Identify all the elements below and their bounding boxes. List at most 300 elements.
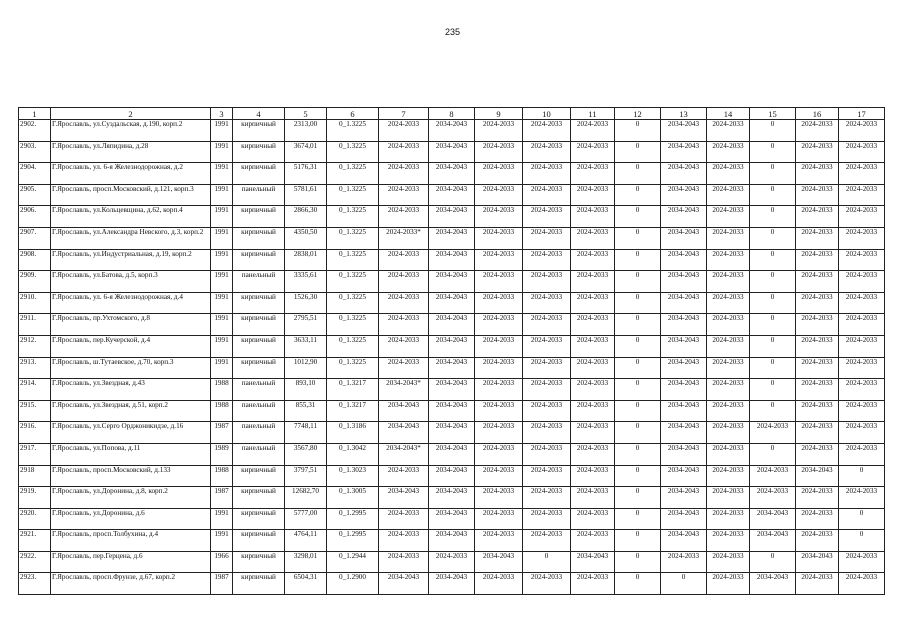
area-cell: 893,10 xyxy=(285,379,327,401)
period-cell: 2024-2033 xyxy=(523,184,571,206)
period-cell: 2034-2043 xyxy=(661,184,707,206)
period-cell: 2024-2033 xyxy=(571,443,615,465)
code-cell: 0_1.2995 xyxy=(327,530,379,552)
code-cell: 0_1.3225 xyxy=(327,120,379,142)
table-row xyxy=(19,573,885,595)
period-cell: 2034-2043 xyxy=(750,530,796,552)
period-cell: 2024-2033 xyxy=(707,573,750,595)
wall-material-cell: кирпичный xyxy=(233,530,285,552)
address-cell: Г.Ярославль, ш.Тутаевское, д.70, корп.3 xyxy=(51,357,211,379)
table-row xyxy=(19,314,885,336)
column-header: 9 xyxy=(475,108,523,120)
period-cell: 0 xyxy=(750,551,796,573)
area-cell: 5176,31 xyxy=(285,163,327,185)
period-cell: 2034-2043 xyxy=(429,487,475,509)
period-cell: 2024-2033 xyxy=(379,551,429,573)
period-cell: 2024-2033 xyxy=(707,335,750,357)
period-cell: 2034-2043 xyxy=(429,163,475,185)
period-cell: 2024-2033 xyxy=(839,400,885,422)
period-cell: 2024-2033 xyxy=(796,163,839,185)
wall-material-cell: кирпичный xyxy=(233,163,285,185)
period-cell: 0 xyxy=(750,400,796,422)
period-cell: 2024-2033 xyxy=(523,314,571,336)
period-cell: 2034-2043 xyxy=(429,400,475,422)
wall-material-cell: панельный xyxy=(233,443,285,465)
wall-material-cell: панельный xyxy=(233,271,285,293)
period-cell: 0 xyxy=(750,206,796,228)
column-header: 3 xyxy=(211,108,233,120)
address-cell: Г.Ярославль, ул.Звездная, д.51, корп.2 xyxy=(51,400,211,422)
period-cell: 2024-2033 xyxy=(707,508,750,530)
address-cell: Г.Ярославль, просп.Московский, д.133 xyxy=(51,465,211,487)
period-cell: 2024-2033 xyxy=(571,400,615,422)
wall-material-cell: кирпичный xyxy=(233,120,285,142)
period-cell: 2034-2043* xyxy=(379,443,429,465)
period-cell: 2024-2033 xyxy=(707,163,750,185)
period-cell: 2024-2033 xyxy=(379,184,429,206)
period-cell: 2024-2033 xyxy=(796,184,839,206)
year-cell: 1991 xyxy=(211,163,233,185)
period-cell: 2024-2033 xyxy=(571,508,615,530)
year-cell: 1991 xyxy=(211,141,233,163)
column-header: 2 xyxy=(51,108,211,120)
row-number-cell: 2921. xyxy=(19,530,51,552)
year-cell: 1991 xyxy=(211,314,233,336)
row-number-cell: 2906. xyxy=(19,206,51,228)
column-header: 16 xyxy=(796,108,839,120)
period-cell: 2024-2033 xyxy=(475,400,523,422)
period-cell: 2034-2043 xyxy=(661,379,707,401)
table-row xyxy=(19,271,885,293)
area-cell: 12682,70 xyxy=(285,487,327,509)
period-cell: 0 xyxy=(615,357,661,379)
period-cell: 0 xyxy=(750,335,796,357)
column-header: 6 xyxy=(327,108,379,120)
period-cell: 0 xyxy=(615,120,661,142)
period-cell: 2024-2033 xyxy=(571,227,615,249)
period-cell: 2024-2033 xyxy=(796,120,839,142)
year-cell: 1991 xyxy=(211,120,233,142)
period-cell: 0 xyxy=(615,292,661,314)
row-number-cell: 2920. xyxy=(19,508,51,530)
period-cell: 2034-2043 xyxy=(571,551,615,573)
column-header: 1 xyxy=(19,108,51,120)
period-cell: 0 xyxy=(615,314,661,336)
area-cell: 4350,50 xyxy=(285,227,327,249)
wall-material-cell: кирпичный xyxy=(233,227,285,249)
period-cell: 2024-2033 xyxy=(523,487,571,509)
period-cell: 2024-2033 xyxy=(523,508,571,530)
period-cell: 2024-2033 xyxy=(707,551,750,573)
period-cell: 2024-2033 xyxy=(707,422,750,444)
period-cell: 2024-2033 xyxy=(475,227,523,249)
period-cell: 2024-2033 xyxy=(707,184,750,206)
period-cell: 2024-2033 xyxy=(475,292,523,314)
period-cell: 0 xyxy=(750,271,796,293)
period-cell: 2034-2043 xyxy=(379,487,429,509)
period-cell: 0 xyxy=(615,163,661,185)
row-number-cell: 2919. xyxy=(19,487,51,509)
period-cell: 2034-2043 xyxy=(661,487,707,509)
period-cell: 2024-2033 xyxy=(475,184,523,206)
period-cell: 2034-2043 xyxy=(429,314,475,336)
period-cell: 2024-2033 xyxy=(571,163,615,185)
period-cell: 2034-2043 xyxy=(750,508,796,530)
period-cell: 2024-2033 xyxy=(796,206,839,228)
period-cell: 2024-2033 xyxy=(839,422,885,444)
column-header: 12 xyxy=(615,108,661,120)
table-row xyxy=(19,530,885,552)
area-cell: 3335,61 xyxy=(285,271,327,293)
wall-material-cell: кирпичный xyxy=(233,508,285,530)
period-cell: 2024-2033 xyxy=(475,141,523,163)
period-cell: 2024-2033 xyxy=(379,357,429,379)
housing-register-table xyxy=(18,107,885,595)
code-cell: 0_1.3225 xyxy=(327,206,379,228)
period-cell: 0 xyxy=(615,335,661,357)
code-cell: 0_1.3225 xyxy=(327,357,379,379)
period-cell: 2024-2033 xyxy=(796,357,839,379)
period-cell: 2024-2033 xyxy=(475,271,523,293)
row-number-cell: 2910. xyxy=(19,292,51,314)
column-header: 4 xyxy=(233,108,285,120)
address-cell: Г.Ярославль, ул.Кольцевщина, д.62, корп.4 xyxy=(51,206,211,228)
year-cell: 1987 xyxy=(211,422,233,444)
period-cell: 2024-2033 xyxy=(475,206,523,228)
period-cell: 2024-2033 xyxy=(796,443,839,465)
period-cell: 2034-2043 xyxy=(475,551,523,573)
period-cell: 2024-2033 xyxy=(707,249,750,271)
row-number-cell: 2913. xyxy=(19,357,51,379)
period-cell: 2034-2043 xyxy=(429,206,475,228)
period-cell: 2034-2043 xyxy=(661,271,707,293)
wall-material-cell: панельный xyxy=(233,400,285,422)
code-cell: 0_1.3005 xyxy=(327,487,379,509)
period-cell: 2034-2043 xyxy=(429,443,475,465)
period-cell: 2024-2033 xyxy=(839,487,885,509)
period-cell: 0 xyxy=(615,141,661,163)
period-cell: 0 xyxy=(750,227,796,249)
area-cell: 2795,51 xyxy=(285,314,327,336)
period-cell: 0 xyxy=(615,551,661,573)
period-cell: 2024-2033 xyxy=(707,443,750,465)
period-cell: 0 xyxy=(615,422,661,444)
period-cell: 0 xyxy=(661,573,707,595)
row-number-cell: 2907. xyxy=(19,227,51,249)
period-cell: 2024-2033 xyxy=(839,141,885,163)
period-cell: 2024-2033 xyxy=(571,335,615,357)
address-cell: Г.Ярославль, ул.Попова, д.11 xyxy=(51,443,211,465)
page-number: 235 xyxy=(444,27,461,37)
row-number-cell: 2908. xyxy=(19,249,51,271)
period-cell: 2034-2043 xyxy=(379,422,429,444)
row-number-cell: 2909. xyxy=(19,271,51,293)
address-cell: Г.Ярославль, ул.Александра Невского, д.3, корп.2 xyxy=(51,227,211,249)
year-cell: 1987 xyxy=(211,573,233,595)
column-header: 10 xyxy=(523,108,571,120)
table-row xyxy=(19,184,885,206)
period-cell: 2034-2043 xyxy=(661,508,707,530)
code-cell: 0_1.2995 xyxy=(327,508,379,530)
period-cell: 0 xyxy=(750,120,796,142)
code-cell: 0_1.3225 xyxy=(327,184,379,206)
period-cell: 2034-2043 xyxy=(661,400,707,422)
wall-material-cell: кирпичный xyxy=(233,314,285,336)
period-cell: 2024-2033 xyxy=(571,120,615,142)
period-cell: 2024-2033 xyxy=(571,573,615,595)
period-cell: 2024-2033 xyxy=(523,465,571,487)
period-cell: 2024-2033 xyxy=(571,141,615,163)
period-cell: 2034-2043 xyxy=(429,379,475,401)
period-cell: 0 xyxy=(615,508,661,530)
period-cell: 0 xyxy=(615,465,661,487)
period-cell: 2024-2033 xyxy=(839,357,885,379)
code-cell: 0_1.3225 xyxy=(327,314,379,336)
year-cell: 1991 xyxy=(211,227,233,249)
period-cell: 2024-2033 xyxy=(571,530,615,552)
period-cell: 2024-2033 xyxy=(796,249,839,271)
table-row xyxy=(19,379,885,401)
period-cell: 2024-2033 xyxy=(523,141,571,163)
year-cell: 1966 xyxy=(211,551,233,573)
period-cell: 2024-2033 xyxy=(523,400,571,422)
period-cell: 2034-2043 xyxy=(661,530,707,552)
period-cell: 2024-2033 xyxy=(475,443,523,465)
period-cell: 0 xyxy=(750,357,796,379)
column-header: 11 xyxy=(571,108,615,120)
row-number-cell: 2905. xyxy=(19,184,51,206)
period-cell: 2024-2033 xyxy=(839,271,885,293)
wall-material-cell: кирпичный xyxy=(233,335,285,357)
code-cell: 0_1.3186 xyxy=(327,422,379,444)
period-cell: 2024-2033 xyxy=(571,271,615,293)
wall-material-cell: кирпичный xyxy=(233,465,285,487)
period-cell: 2024-2033 xyxy=(707,120,750,142)
period-cell: 2024-2033 xyxy=(523,443,571,465)
period-cell: 2024-2033 xyxy=(523,530,571,552)
period-cell: 2024-2033 xyxy=(839,163,885,185)
period-cell: 2024-2033 xyxy=(571,487,615,509)
period-cell: 2024-2033 xyxy=(523,271,571,293)
table-row xyxy=(19,141,885,163)
period-cell: 2024-2033 xyxy=(796,227,839,249)
period-cell: 2024-2033* xyxy=(379,227,429,249)
period-cell: 2024-2033 xyxy=(796,379,839,401)
period-cell: 0 xyxy=(750,141,796,163)
period-cell: 2024-2033 xyxy=(796,335,839,357)
address-cell: Г.Ярославль, просп.Фрунзе, д.67, корп.2 xyxy=(51,573,211,595)
table-row xyxy=(19,206,885,228)
period-cell: 2034-2043 xyxy=(429,292,475,314)
table-row xyxy=(19,443,885,465)
column-header: 14 xyxy=(707,108,750,120)
period-cell: 2024-2033 xyxy=(661,551,707,573)
period-cell: 2024-2033 xyxy=(379,120,429,142)
address-cell: Г.Ярославль, просп.Толбухина, д.4 xyxy=(51,530,211,552)
period-cell: 2024-2033 xyxy=(839,335,885,357)
period-cell: 2024-2033 xyxy=(707,271,750,293)
address-cell: Г.Ярославль, ул.Индустриальная, д.19, корп.2 xyxy=(51,249,211,271)
wall-material-cell: кирпичный xyxy=(233,249,285,271)
period-cell: 2024-2033 xyxy=(839,551,885,573)
row-number-cell: 2904. xyxy=(19,163,51,185)
period-cell: 2024-2033 xyxy=(523,249,571,271)
period-cell: 2024-2033 xyxy=(707,530,750,552)
table-row xyxy=(19,163,885,185)
table-row xyxy=(19,551,885,573)
row-number-cell: 2911. xyxy=(19,314,51,336)
period-cell: 0 xyxy=(615,379,661,401)
period-cell: 2034-2043 xyxy=(429,357,475,379)
period-cell: 2024-2033 xyxy=(796,141,839,163)
wall-material-cell: кирпичный xyxy=(233,573,285,595)
period-cell: 2024-2033 xyxy=(475,379,523,401)
period-cell: 2034-2043 xyxy=(429,271,475,293)
address-cell: Г.Ярославль, ул.Доронина, д.8, корп.2 xyxy=(51,487,211,509)
code-cell: 0_1.3225 xyxy=(327,271,379,293)
period-cell: 2024-2033 xyxy=(839,206,885,228)
period-cell: 2024-2033 xyxy=(523,120,571,142)
address-cell: Г.Ярославль, ул. 6-я Железнодорожная, д.2 xyxy=(51,163,211,185)
wall-material-cell: кирпичный xyxy=(233,551,285,573)
period-cell: 2024-2033 xyxy=(475,163,523,185)
year-cell: 1988 xyxy=(211,400,233,422)
period-cell: 2034-2043 xyxy=(796,465,839,487)
period-cell: 2024-2033 xyxy=(523,379,571,401)
address-cell: Г.Ярославль, ул.Суздальская, д.190, корп.2 xyxy=(51,120,211,142)
period-cell: 2024-2033 xyxy=(796,573,839,595)
address-cell: Г.Ярославль, просп.Московский, д.121, корп.3 xyxy=(51,184,211,206)
period-cell: 2034-2043 xyxy=(429,465,475,487)
period-cell: 2034-2043 xyxy=(429,141,475,163)
period-cell: 2034-2043 xyxy=(429,120,475,142)
period-cell: 0 xyxy=(750,184,796,206)
table-row xyxy=(19,508,885,530)
area-cell: 2866,30 xyxy=(285,206,327,228)
period-cell: 2034-2043 xyxy=(796,551,839,573)
area-cell: 5781,61 xyxy=(285,184,327,206)
period-cell: 2024-2033 xyxy=(571,314,615,336)
period-cell: 0 xyxy=(615,249,661,271)
period-cell: 2024-2033 xyxy=(707,379,750,401)
code-cell: 0_1.3042 xyxy=(327,443,379,465)
period-cell: 2024-2033 xyxy=(523,335,571,357)
period-cell: 2024-2033 xyxy=(379,271,429,293)
address-cell: Г.Ярославль, пер.Кучерской, д.4 xyxy=(51,335,211,357)
period-cell: 2024-2033 xyxy=(707,141,750,163)
column-number-row xyxy=(19,108,885,120)
period-cell: 2024-2033 xyxy=(796,314,839,336)
period-cell: 0 xyxy=(750,249,796,271)
wall-material-cell: панельный xyxy=(233,184,285,206)
table-row xyxy=(19,292,885,314)
code-cell: 0_1.3217 xyxy=(327,400,379,422)
column-header: 17 xyxy=(839,108,885,120)
period-cell: 2024-2033 xyxy=(379,249,429,271)
period-cell: 0 xyxy=(615,443,661,465)
period-cell: 2024-2033 xyxy=(523,227,571,249)
row-number-cell: 2918 xyxy=(19,465,51,487)
period-cell: 2024-2033 xyxy=(475,249,523,271)
area-cell: 2838,01 xyxy=(285,249,327,271)
period-cell: 2034-2043 xyxy=(661,206,707,228)
period-cell: 2024-2033 xyxy=(796,487,839,509)
period-cell: 2034-2043 xyxy=(661,465,707,487)
area-cell: 2313,00 xyxy=(285,120,327,142)
period-cell: 2034-2043 xyxy=(429,530,475,552)
period-cell: 2034-2043* xyxy=(379,379,429,401)
period-cell: 2024-2033 xyxy=(707,314,750,336)
period-cell: 2034-2043 xyxy=(661,163,707,185)
code-cell: 0_1.3225 xyxy=(327,335,379,357)
year-cell: 1991 xyxy=(211,357,233,379)
period-cell: 2024-2033 xyxy=(839,443,885,465)
period-cell: 2034-2043 xyxy=(429,184,475,206)
row-number-cell: 2914. xyxy=(19,379,51,401)
period-cell: 2034-2043 xyxy=(661,141,707,163)
area-cell: 6504,31 xyxy=(285,573,327,595)
period-cell: 2024-2033 xyxy=(475,465,523,487)
period-cell: 0 xyxy=(839,508,885,530)
table-row xyxy=(19,249,885,271)
period-cell: 2034-2043 xyxy=(429,249,475,271)
table-row xyxy=(19,227,885,249)
period-cell: 0 xyxy=(615,227,661,249)
period-cell: 2024-2033 xyxy=(571,292,615,314)
period-cell: 2024-2033 xyxy=(475,335,523,357)
period-cell: 0 xyxy=(750,314,796,336)
year-cell: 1991 xyxy=(211,249,233,271)
period-cell: 2024-2033 xyxy=(571,465,615,487)
period-cell: 2034-2043 xyxy=(429,335,475,357)
year-cell: 1989 xyxy=(211,443,233,465)
year-cell: 1991 xyxy=(211,530,233,552)
period-cell: 2034-2043 xyxy=(661,357,707,379)
period-cell: 2024-2033 xyxy=(796,422,839,444)
address-cell: Г.Ярославль, пер.Герцена, д.6 xyxy=(51,551,211,573)
period-cell: 2024-2033 xyxy=(475,314,523,336)
period-cell: 0 xyxy=(839,465,885,487)
period-cell: 2024-2033 xyxy=(796,508,839,530)
period-cell: 2024-2033 xyxy=(839,379,885,401)
period-cell: 0 xyxy=(615,487,661,509)
period-cell: 2024-2033 xyxy=(379,206,429,228)
wall-material-cell: кирпичный xyxy=(233,206,285,228)
period-cell: 2024-2033 xyxy=(707,292,750,314)
area-cell: 5777,00 xyxy=(285,508,327,530)
area-cell: 4764,11 xyxy=(285,530,327,552)
wall-material-cell: кирпичный xyxy=(233,487,285,509)
period-cell: 2034-2043 xyxy=(379,400,429,422)
period-cell: 2024-2033 xyxy=(523,163,571,185)
table-row xyxy=(19,400,885,422)
period-cell: 2024-2033 xyxy=(707,487,750,509)
column-header: 15 xyxy=(750,108,796,120)
period-cell: 2024-2033 xyxy=(796,530,839,552)
row-number-cell: 2923. xyxy=(19,573,51,595)
area-cell: 855,31 xyxy=(285,400,327,422)
period-cell: 0 xyxy=(615,400,661,422)
wall-material-cell: кирпичный xyxy=(233,357,285,379)
area-cell: 3567,80 xyxy=(285,443,327,465)
row-number-cell: 2922. xyxy=(19,551,51,573)
period-cell: 2034-2043 xyxy=(661,314,707,336)
wall-material-cell: кирпичный xyxy=(233,292,285,314)
period-cell: 0 xyxy=(615,530,661,552)
period-cell: 0 xyxy=(750,379,796,401)
period-cell: 2034-2043 xyxy=(661,335,707,357)
table-row xyxy=(19,422,885,444)
